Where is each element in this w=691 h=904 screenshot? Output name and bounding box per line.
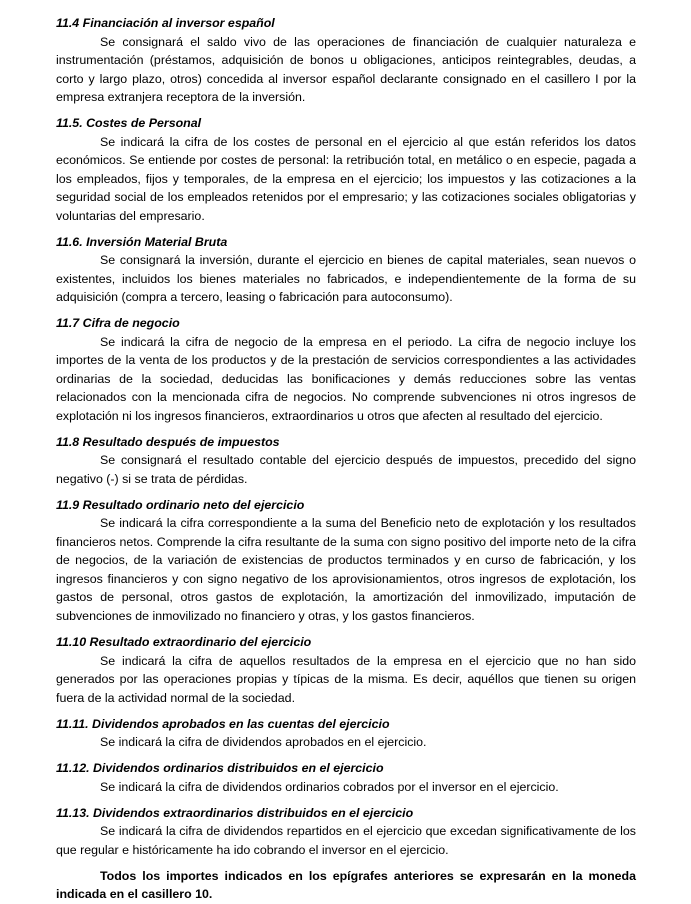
section-body: Se indicará la cifra de dividendos ordinarios cobrados por el inversor en el ejercicio. — [100, 779, 559, 794]
closing-note: Todos los importes indicados en los epígrafes anteriores se expresarán en la moneda indicada en el casillero 10. — [56, 868, 636, 902]
section-body: Se consignará la inversión, durante el ejercicio en bienes de capital materiales, sean nuevos o existentes, incluidos los bienes materiales no fabricados, e independientemente de la forma de su adquisición (compra a tercero, leasing o fabricación para autoconsumo). — [56, 253, 636, 305]
section-body: Se indicará la cifra de negocio de la empresa en el periodo. La cifra de negocio incluye los importes de la venta de los productos y de la prestación de servicios correspondientes a las actividades ordinarias de la sociedad, deducidas las bonificaciones y demás reducciones sobre las ventas relacionados con la mencionada cifra de negocios. No comprende subvenciones ni otros ingresos de explotación ni los ingresos financieros, extraordinarios u otros que afecten al resultado del ejercicio. — [56, 334, 636, 423]
section-body: Se indicará la cifra de dividendos aprobados en el ejercicio. — [100, 735, 427, 750]
section-body: Se consignará el resultado contable del ejercicio después de impuestos, precedido del signo negativo (-) si se trata de pérdidas. — [56, 453, 636, 486]
section-11-4 — [56, 14, 636, 107]
section-11-10 — [56, 633, 636, 707]
section-heading: 11.10 Resultado extraordinario del ejercicio — [56, 635, 312, 650]
section-heading: 11.6. Inversión Material Bruta — [56, 234, 228, 249]
section-heading: 11.12. Dividendos ordinarios distribuidos en el ejercicio — [56, 761, 384, 776]
section-heading: 11.7 Cifra de negocio — [56, 316, 180, 331]
section-body: Se indicará la cifra de los costes de personal en el ejercicio al que están referidos los datos económicos. Se entiende por costes de personal: la retribución total, en metálico o en especie, pagada a los empleados, fijos y temporales, de la empresa en el ejercicio; los impuestos y las cotizaciones a la seguridad social de los empleados retenidos por el empresario; y las cotizaciones sociales obligatorias y voluntarias del empresario. — [56, 134, 636, 223]
section-11-9 — [56, 496, 636, 626]
section-11-5 — [56, 114, 636, 225]
section-11-11 — [56, 715, 636, 752]
section-heading: 11.13. Dividendos extraordinarios distribuidos en el ejercicio — [56, 805, 414, 820]
section-body: Se consignará el saldo vivo de las operaciones de financiación de cualquier naturaleza e instrumentación (préstamos, adquisición de bonos u obligaciones, anticipos reintegrables, deudas, a corto y largo plazo, otros) concedida al inversor español declarante consignado en el casillero I por la empresa extranjera receptora de la inversión. — [56, 34, 636, 104]
section-11-12 — [56, 759, 636, 796]
section-11-6 — [56, 233, 636, 307]
section-body: Se indicará la cifra de dividendos repartidos en el ejercicio que excedan significativamente de los que regular e históricamente ha ido cobrando el inversor en el ejercicio. — [56, 824, 636, 857]
section-11-8 — [56, 433, 636, 489]
section-body: Se indicará la cifra de aquellos resultados de la empresa en el ejercicio que no han sido generados por las operaciones propias y típicas de la misma. Es decir, aquéllos que tienen su origen fuera de la actividad normal de la sociedad. — [56, 653, 636, 705]
section-heading: 11.5. Costes de Personal — [56, 116, 202, 131]
section-heading: 11.4 Financiación al inversor español — [56, 16, 275, 30]
document-page — [56, 14, 636, 904]
section-body: Se indicará la cifra correspondiente a la suma del Beneficio neto de explotación y los resultados financieros netos. Comprende la cifra resultante de la suma con signo positivo del importe neto de la cifra de negocios, de la variación de existencias de productos terminados y en curso de fabricación, y los ingresos financieros y con signo negativo de los aprovisionamientos, otros ingresos de explotación, los gastos de personal, otros gastos de explotación, la amortización del inmovilizado, imputación de subvenciones de inmovilizado no financiero y otras, y los gastos financieros. — [56, 516, 636, 623]
section-heading: 11.9 Resultado ordinario neto del ejercicio — [56, 497, 305, 512]
section-heading: 11.8 Resultado después de impuestos — [56, 434, 280, 449]
section-11-13 — [56, 804, 636, 860]
section-11-7 — [56, 314, 636, 425]
section-heading: 11.11. Dividendos aprobados en las cuentas del ejercicio — [56, 716, 390, 731]
